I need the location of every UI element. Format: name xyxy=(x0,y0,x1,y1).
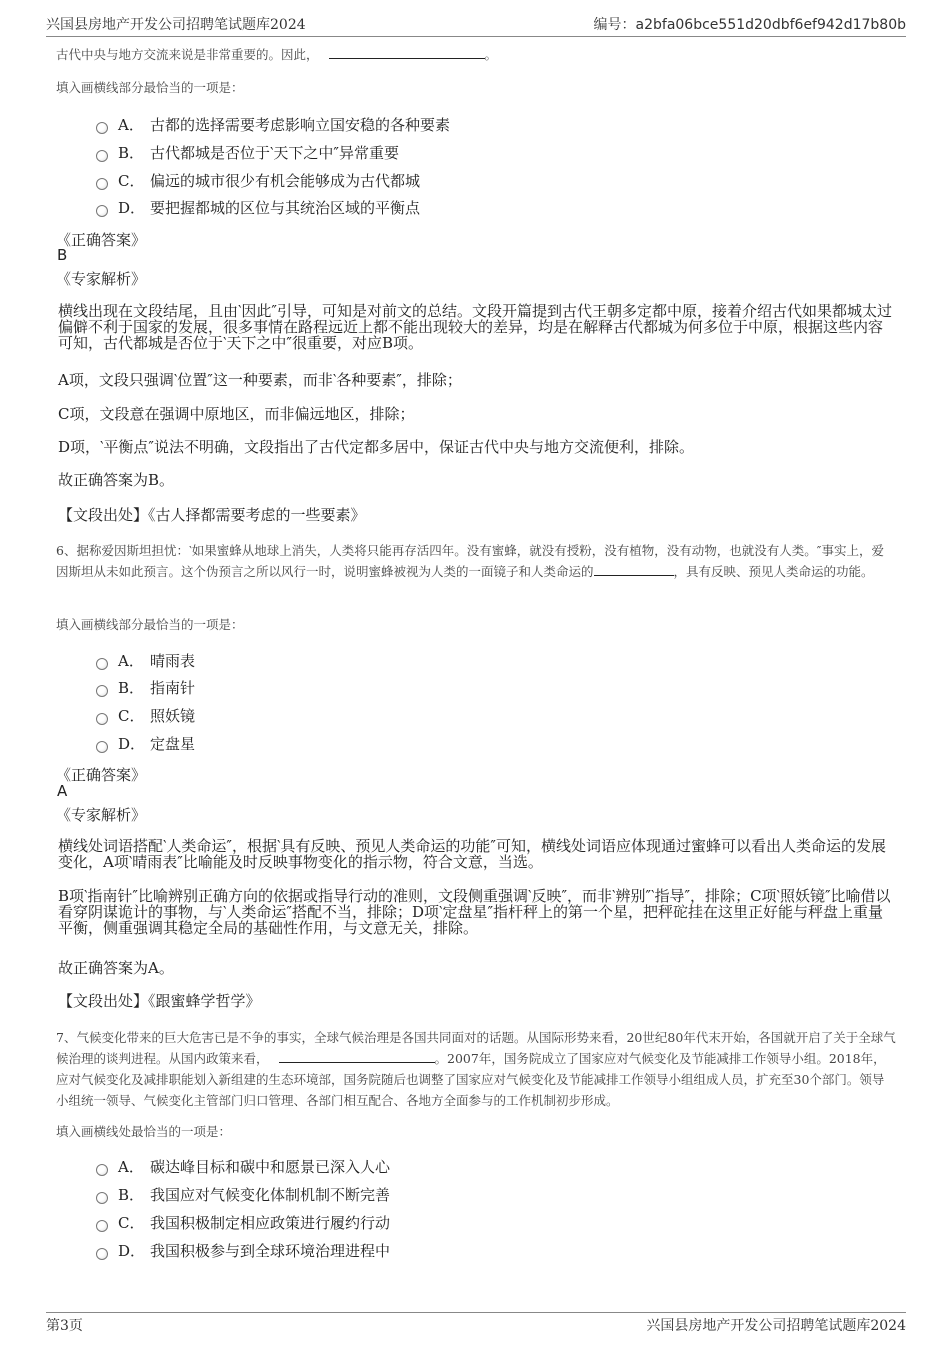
radio-icon[interactable] xyxy=(96,1164,108,1176)
answer-label: 《正确答案》 xyxy=(56,766,147,784)
answer-label: 《正确答案》 xyxy=(56,231,147,249)
source-citation: 【文段出处】《古人择都需要考虑的一些要素》 xyxy=(58,506,366,524)
source-citation: 【文段出处】《跟蜜蜂学哲学》 xyxy=(58,992,261,1010)
analysis-paragraph: D项，‵平衡点″说法不明确，文段指出了古代定都多居中，保证古代中央与地方交流便利，排除。 xyxy=(58,438,695,456)
question-7-option-d[interactable]: D． 我国积极参与到全球环境治理进程中 xyxy=(96,1240,390,1261)
radio-icon[interactable] xyxy=(96,205,108,217)
page-header xyxy=(46,14,906,37)
question-7-option-b[interactable]: B． 我国应对气候变化体制机制不断完善 xyxy=(96,1184,390,1205)
analysis-paragraph: 故正确答案为A。 xyxy=(58,959,174,977)
answer-value: B xyxy=(57,246,68,264)
question-5-option-d[interactable]: D． 要把握都城的区位与其统治区域的平衡点 xyxy=(96,197,420,218)
radio-icon[interactable] xyxy=(96,658,108,670)
analysis-paragraph: 故正确答案为B。 xyxy=(58,471,175,489)
header-title: 兴国县房地产开发公司招聘笔试题库2024 xyxy=(46,17,306,33)
analysis-paragraph: 横线出现在文段结尾，且由‵因此″引导，可知是对前文的总结。文段开篇提到古代王朝多定都中原，接着介绍古代如果都城太过偏僻不利于国家的发展，很多事情在路程远近上都不能出现较大的差异，均是在解释古代都城为何多位于中原，根据这些内容可知，古代都城是否位于‵天下之中″很重要，对应B项。 xyxy=(58,302,893,352)
radio-icon[interactable] xyxy=(96,178,108,190)
radio-icon[interactable] xyxy=(96,713,108,725)
answer-blank xyxy=(279,1048,435,1063)
question-6-option-b[interactable]: B． 指南针 xyxy=(96,677,195,698)
radio-icon[interactable] xyxy=(96,685,108,697)
page-number: 第3页 xyxy=(46,1318,83,1334)
question-6-stem: 6、据称爱因斯坦担忧：‵如果蜜蜂从地球上消失，人类将只能再存活四年。没有蜜蜂，就没有授粉，没有植物，没有动物，也就没有人类。″事实上，爱因斯坦从未如此预言。这个伪预言之所以风行一时，说明蜜蜂被视为人类的一面镜子和人类命运的 ，具有反映、预见人类命运的功能。 xyxy=(56,543,884,579)
question-5-prompt: 填入画横线部分最恰当的一项是： xyxy=(56,80,244,95)
question-6-option-d[interactable]: D． 定盘星 xyxy=(96,733,195,754)
radio-icon[interactable] xyxy=(96,1220,108,1232)
analysis-label: 《专家解析》 xyxy=(56,806,147,824)
analysis-paragraph: B项‵指南针″比喻辨别正确方向的依据或指导行动的准则，文段侧重强调‵反映″，而非‵辨别″‵指导″，排除；C项‵照妖镜″比喻借以看穿阴谋诡计的事物，与‵人类命运″搭配不当，排除；D项‵定盘星″指杆秤上的第一个星，把秤砣挂在这里正好能与秤盘上重量平衡，侧重强调其稳定全局的基础性作用，与文意无关，排除。 xyxy=(58,887,891,937)
radio-icon[interactable] xyxy=(96,1192,108,1204)
question-5-stem: 古代中央与地方交流来说是非常重要的。因此， 。 xyxy=(56,44,896,65)
question-7-stem: 7、气候变化带来的巨大危害已是不争的事实，全球气候治理是各国共同面对的话题。从国际形势来看，20世纪80年代末开始，各国就开启了关于全球气候治理的谈判进程。从国内政策来看， 。2007年，国务院成立了国家应对气候变化及节能减排工作领导小组。2018年，应对气候变化及减排职能划入新组建的生态环境部，国务院随后也调整了国家应对气候变化及节能减排工作领导小组组成人员，扩充至30个部门。领导小组统一领导、气候变化主管部门归口管理、各部门相互配合、各地方全面参与的工作机制初步形成。 xyxy=(56,1030,896,1108)
question-6-prompt: 填入画横线部分最恰当的一项是： xyxy=(56,617,244,632)
document-id: 编号：a2bfa06bce551d20dbf6ef942d17b80b xyxy=(593,17,906,33)
radio-icon[interactable] xyxy=(96,122,108,134)
radio-icon[interactable] xyxy=(96,741,108,753)
question-7-option-c[interactable]: C． 我国积极制定相应政策进行履约行动 xyxy=(96,1212,390,1233)
radio-icon[interactable] xyxy=(96,1248,108,1260)
footer-title: 兴国县房地产开发公司招聘笔试题库2024 xyxy=(646,1318,906,1334)
answer-blank xyxy=(594,561,674,576)
question-5-option-b[interactable]: B． 古代都城是否位于‵天下之中″异常重要 xyxy=(96,142,399,163)
answer-blank xyxy=(329,44,485,59)
answer-value: A xyxy=(57,782,68,800)
analysis-paragraph: C项，文段意在强调中原地区，而非偏远地区，排除； xyxy=(58,405,415,423)
question-6-option-a[interactable]: A． 晴雨表 xyxy=(96,650,195,671)
radio-icon[interactable] xyxy=(96,150,108,162)
analysis-label: 《专家解析》 xyxy=(56,270,147,288)
question-6-option-c[interactable]: C． 照妖镜 xyxy=(96,705,195,726)
analysis-paragraph: 横线处词语搭配‵人类命运″，根据‵具有反映、预见人类命运的功能″可知，横线处词语应体现通过蜜蜂可以看出人类命运的发展变化，A项‵晴雨表″比喻能及时反映事物变化的指示物，符合文意，当选。 xyxy=(58,837,887,871)
question-7-prompt: 填入画横线处最恰当的一项是： xyxy=(56,1124,232,1139)
analysis-paragraph: A项，文段只强调‵位置″这一种要素，而非‵各种要素″，排除； xyxy=(58,371,462,389)
page-footer xyxy=(46,1312,906,1335)
question-5-option-c[interactable]: C． 偏远的城市很少有机会能够成为古代都城 xyxy=(96,170,420,191)
question-5-option-a[interactable]: A． 古都的选择需要考虑影响立国安稳的各种要素 xyxy=(96,114,450,135)
question-7-option-a[interactable]: A． 碳达峰目标和碳中和愿景已深入人心 xyxy=(96,1156,390,1177)
